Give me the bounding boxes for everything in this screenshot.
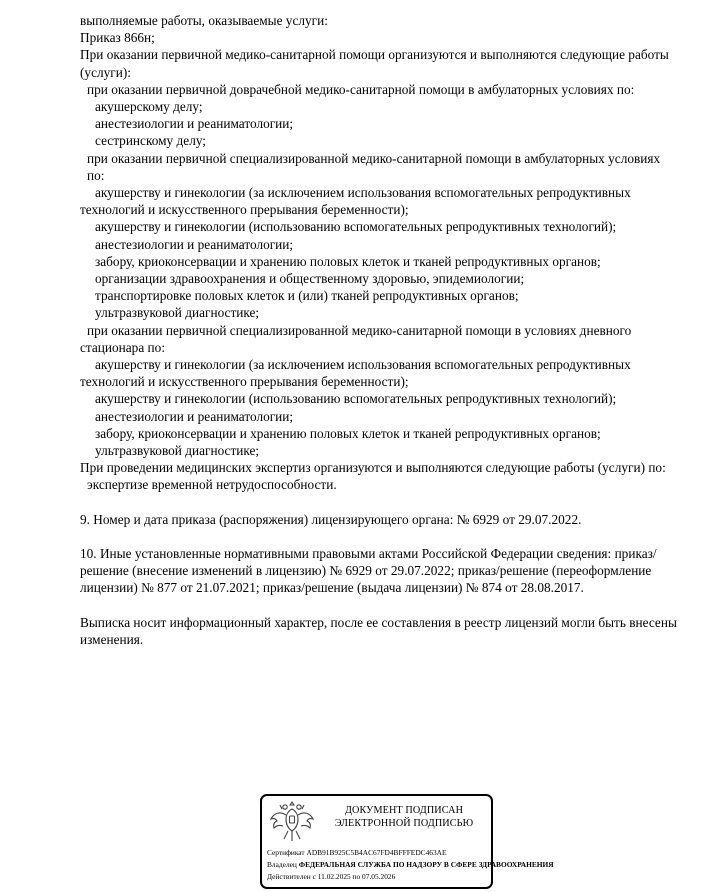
doc-line: при оказании первичной специализированной медико-санитарной помощи в условиях дневного стационара по:	[80, 322, 632, 355]
doc-line: выполняемые работы, оказываемые услуги:	[80, 13, 328, 28]
doc-line: при оказании первичной доврачебной медико-санитарной помощи в амбулаторных условиях по:	[87, 81, 635, 97]
section-9: 9. Номер и дата приказа (распоряжения) лицензирующего органа: № 6929 от 29.07.2022.	[80, 511, 582, 527]
doc-line: забору, криоконсервации и хранению половых клеток и тканей репродуктивных органов;	[95, 253, 601, 269]
validity-line: Действителен с 11.02.2025 по 07.05.2026	[267, 872, 396, 881]
doc-line: транспортировке половых клеток и (или) тканей репродуктивных органов;	[95, 288, 519, 304]
doc-line: при оказании первичной специализированной медико-санитарной помощи в амбулаторных условиях по:	[87, 150, 661, 183]
doc-line: ультразвуковой диагностике;	[95, 443, 260, 459]
document-body	[80, 12, 680, 648]
doc-line: организации здравоохранения и общественному здоровью, эпидемиологии;	[95, 271, 525, 287]
notice-text: Выписка носит информационный характер, после ее составления в реестр лицензий могли быть внесены изменения.	[80, 614, 677, 647]
doc-line: При проведении медицинских экспертиз организуются и выполняются следующие работы (услуги) по:	[80, 460, 666, 476]
doc-line: акушерству и гинекологии (за исключением использования вспомогательных репродуктивных технологий и искусственного прерывания беременности);	[80, 357, 631, 390]
doc-line: акушерству и гинекологии (за исключением использования вспомогательных репродуктивных технологий и искусственного прерывания беременности);	[80, 185, 631, 218]
doc-line: экспертизе временной нетрудоспособности.	[87, 477, 337, 493]
owner-value: ФЕДЕРАЛЬНАЯ СЛУЖБА ПО НАДЗОРУ В СФЕРЕ ЗДРАВООХРАНЕНИЯ	[298, 860, 554, 869]
doc-line: акушерству и гинекологии (использованию вспомогательных репродуктивных технологий);	[95, 219, 617, 235]
doc-line: анестезиологии и реаниматологии;	[95, 236, 294, 252]
certificate-label: Сертификат	[267, 848, 305, 857]
doc-line: анестезиологии и реаниматологии;	[95, 408, 294, 424]
stamp-title	[318, 804, 490, 830]
section-10: 10. Иные установленные нормативными правовыми актами Российской Федерации сведения: приказ/решение (внесение изменений в лицензию) № 6929 от 29.07.2022; приказ/решение (переоформление лицензии) № 877 от 21.07.2021; приказ/решение (выдача лицензии) № 874 от 28.08.2017.	[80, 545, 657, 596]
doc-line: ультразвуковой диагностике;	[95, 305, 260, 321]
electronic-signature-stamp	[260, 794, 554, 889]
owner-label: Владелец	[267, 860, 297, 869]
doc-line: акушерскому делу;	[95, 99, 203, 115]
owner-line	[267, 860, 567, 869]
doc-line: забору, криоконсервации и хранению половых клеток и тканей репродуктивных органов;	[95, 425, 601, 441]
stamp-title-line: ДОКУМЕНТ ПОДПИСАН	[344, 805, 464, 816]
stamp-title-line: ЭЛЕКТРОННОЙ ПОДПИСЬЮ	[334, 818, 474, 829]
doc-line: сестринскому делу;	[95, 133, 206, 149]
doc-line: При оказании первичной медико-санитарной помощи организуются и выполняются следующие работы (услуги):	[80, 47, 669, 80]
doc-line: акушерству и гинекологии (использованию вспомогательных репродуктивных технологий);	[95, 391, 617, 407]
certificate-value: ADB91B925C5B4AC67FD4BFFFEDC463AE	[306, 848, 447, 857]
doc-line: анестезиологии и реаниматологии;	[95, 116, 294, 132]
certificate-line	[267, 848, 567, 857]
doc-line: Приказ 866н;	[80, 30, 155, 46]
double-headed-eagle-emblem-icon	[268, 801, 316, 845]
